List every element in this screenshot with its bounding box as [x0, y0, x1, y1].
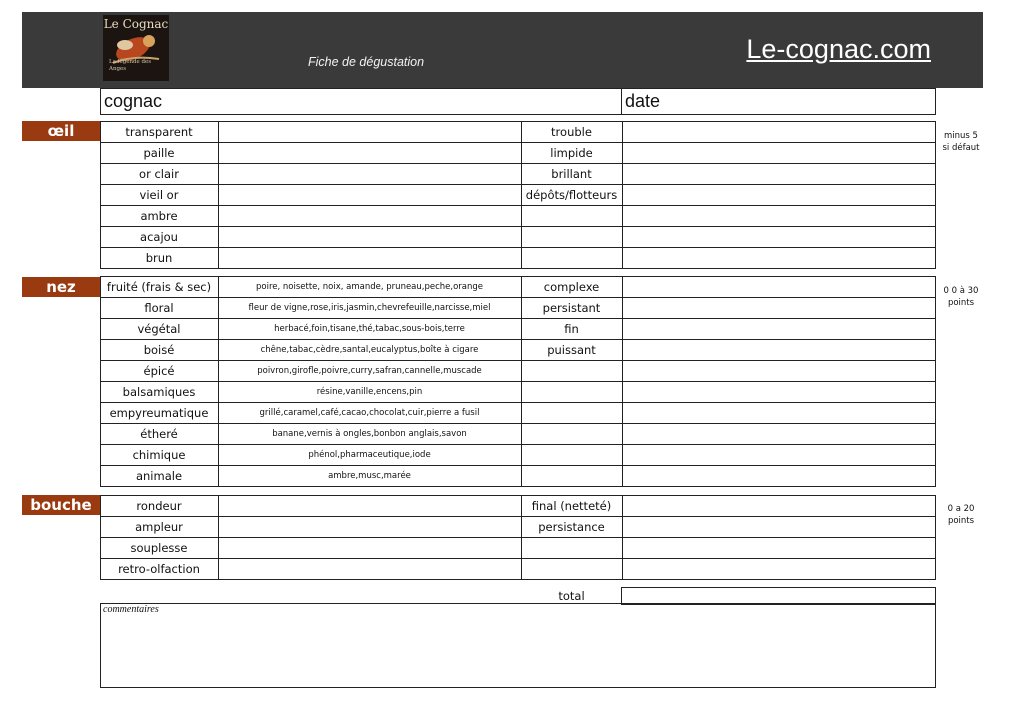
oeil-note-line: si défaut [942, 143, 980, 153]
bouche-score-field[interactable] [622, 495, 936, 516]
oeil-criterion: paille [143, 145, 175, 160]
oeil-score-field[interactable] [622, 226, 936, 247]
nez-score-field[interactable] [622, 276, 936, 297]
bouche-score-field[interactable] [622, 558, 936, 579]
nez-score-field[interactable] [622, 381, 936, 402]
date-field-label[interactable]: date [625, 91, 661, 111]
nez-score-field[interactable] [622, 402, 936, 423]
nez-descriptor: résine,vanille,encens,pin [316, 386, 423, 397]
comments-box[interactable] [100, 603, 936, 688]
bouche-note [936, 503, 986, 527]
nez-note-line: points [947, 298, 975, 308]
nez-score-field[interactable] [622, 318, 936, 339]
nez-descriptor: banane,vernis à ongles,bonbon anglais,savon [272, 428, 467, 439]
header-bar [22, 12, 983, 88]
oeil-quality: dépôts/flotteurs [525, 187, 618, 202]
oeil-score-field[interactable] [622, 184, 936, 205]
nez-criterion: balsamiques [122, 384, 196, 399]
nez-descriptor: poivron,girofle,poivre,curry,safran,cannelle,muscade [257, 365, 482, 376]
nez-criterion: fruité (frais & sec) [106, 279, 212, 294]
cognac-field-label[interactable]: cognac [104, 91, 163, 111]
nez-score-field[interactable] [622, 423, 936, 444]
bouche-quality: persistance [538, 519, 605, 534]
oeil-score-field[interactable] [622, 205, 936, 226]
nez-quality: persistant [542, 300, 601, 315]
logo-caption: La légende des Anges [109, 59, 152, 72]
oeil-quality: trouble [551, 124, 592, 139]
nez-criterion: épicé [143, 363, 175, 378]
oeil-criterion: or clair [139, 166, 179, 181]
nez-descriptor: grillé,caramel,café,cacao,chocolat,cuir,pierre a fusil [259, 407, 480, 418]
nez-criterion: chimique [132, 447, 186, 462]
bouche-score-field[interactable] [622, 516, 936, 537]
nez-criterion: boisé [143, 342, 175, 357]
nez-descriptor: ambre,musc,marée [328, 470, 411, 481]
oeil-score-field[interactable] [622, 142, 936, 163]
nez-descriptor: herbacé,foin,tisane,thé,tabac,sous-bois,terre [274, 323, 465, 334]
bouche-criterion: ampleur [135, 519, 183, 534]
column-line [218, 495, 219, 579]
nez-descriptor: fleur de vigne,rose,iris,jasmin,chevrefeuille,narcisse,miel [248, 302, 491, 313]
oeil-criterion: acajou [140, 229, 178, 244]
oeil-score-field[interactable] [622, 121, 936, 142]
nez-score-field[interactable] [622, 297, 936, 318]
nez-descriptor: chêne,tabac,cèdre,santal,eucalyptus,boîte à cigare [260, 344, 479, 355]
oeil-note [936, 130, 986, 154]
nez-criterion: étheré [140, 426, 178, 441]
nez-score-field[interactable] [622, 360, 936, 381]
nez-score-field[interactable] [622, 465, 936, 486]
bouche-tag: bouche [22, 495, 100, 515]
oeil-quality: brillant [551, 166, 592, 181]
nez-note-line: 0 0 à 30 [943, 286, 979, 296]
oeil-criterion: vieil or [139, 187, 179, 202]
oeil-criterion: ambre [140, 208, 178, 223]
nez-score-field[interactable] [622, 339, 936, 360]
oeil-quality: limpide [550, 145, 593, 160]
nez-tag: nez [22, 277, 100, 297]
nez-criterion: végétal [137, 321, 181, 336]
nez-note [936, 285, 986, 309]
logo-title: Le Cognac [103, 17, 169, 31]
bouche-criterion: retro-olfaction [118, 561, 200, 576]
oeil-score-field[interactable] [622, 247, 936, 268]
nez-criterion: floral [144, 300, 174, 315]
nez-quality: fin [564, 321, 579, 336]
logo-image [103, 15, 169, 81]
bouche-quality: final (netteté) [531, 498, 612, 513]
nez-quality: puissant [547, 342, 596, 357]
nez-descriptor: poire, noisette, noix, amande, pruneau,peche,orange [255, 281, 484, 292]
bouche-note-line: 0 a 20 [947, 504, 975, 514]
nez-score-field[interactable] [622, 444, 936, 465]
nez-criterion: empyreumatique [109, 405, 209, 420]
divider [621, 88, 622, 115]
bouche-note-line: points [947, 516, 975, 526]
page-subtitle: Fiche de dégustation [308, 55, 425, 69]
site-link[interactable]: Le-cognac.com [746, 34, 931, 64]
comments-label: commentaires [103, 604, 159, 615]
bouche-criterion: rondeur [136, 498, 182, 513]
oeil-criterion: brun [145, 250, 173, 265]
oeil-score-field[interactable] [622, 163, 936, 184]
nez-descriptor: phénol,pharmaceutique,iode [308, 449, 431, 460]
nez-criterion: animale [135, 468, 183, 483]
column-line [218, 121, 219, 268]
nez-quality: complexe [543, 279, 600, 294]
bouche-criterion: souplesse [130, 540, 188, 555]
oeil-criterion: transparent [125, 124, 193, 139]
bouche-score-field[interactable] [622, 537, 936, 558]
cognac-date-row [100, 88, 936, 115]
total-label: total [558, 588, 585, 603]
oeil-tag: œil [22, 121, 100, 141]
oeil-note-line: minus 5 [944, 131, 978, 141]
